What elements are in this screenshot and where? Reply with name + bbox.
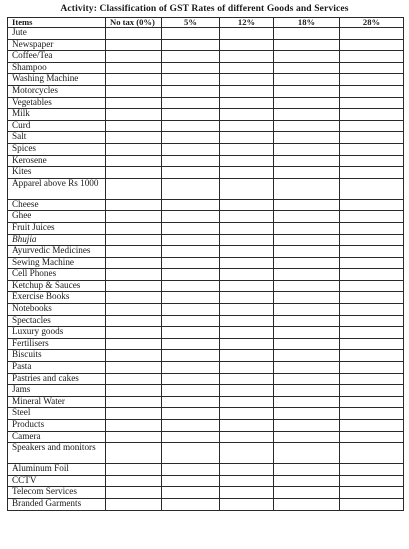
table-row [8, 257, 404, 269]
item-cell: Camera [8, 431, 106, 443]
rate-12-cell[interactable] [220, 257, 274, 269]
table-row [8, 155, 404, 167]
item-cell: Bhujia [8, 234, 106, 246]
rate-18-cell[interactable] [274, 155, 340, 167]
rate-18-cell[interactable] [274, 178, 340, 199]
rate-28-cell[interactable] [340, 362, 404, 374]
rate-28-cell[interactable] [340, 28, 404, 40]
rate-12-cell[interactable] [220, 199, 274, 211]
rate-18-cell[interactable] [274, 315, 340, 327]
no-tax-cell[interactable] [106, 408, 162, 420]
rate-28-cell[interactable] [340, 97, 404, 109]
rate-18-cell[interactable] [274, 396, 340, 408]
no-tax-cell[interactable] [106, 120, 162, 132]
rate-18-cell[interactable] [274, 373, 340, 385]
rate-12-cell[interactable] [220, 155, 274, 167]
no-tax-cell[interactable] [106, 143, 162, 155]
no-tax-cell[interactable] [106, 475, 162, 487]
rate-12-cell[interactable] [220, 420, 274, 432]
item-cell: Salt [8, 132, 106, 144]
header-no-tax: No tax (0%) [106, 18, 162, 28]
item-cell: Sewing Machine [8, 257, 106, 269]
table-row [8, 39, 404, 51]
table-row [8, 408, 404, 420]
table-row [8, 211, 404, 223]
item-cell: Pasta [8, 362, 106, 374]
rate-12-cell[interactable] [220, 475, 274, 487]
table-row [8, 85, 404, 97]
rate-28-cell[interactable] [340, 464, 404, 476]
table-row [8, 396, 404, 408]
page-title: Activity: Classification of GST Rates of different Goods and Services [60, 3, 349, 14]
table-row [8, 178, 404, 199]
header-28-percent: 28% [340, 18, 404, 28]
table-row [8, 431, 404, 443]
no-tax-cell[interactable] [106, 246, 162, 258]
rate-18-cell[interactable] [274, 97, 340, 109]
item-cell: Jams [8, 385, 106, 397]
rate-18-cell[interactable] [274, 362, 340, 374]
rate-12-cell[interactable] [220, 443, 274, 464]
item-cell: Pastries and cakes [8, 373, 106, 385]
rate-12-cell[interactable] [220, 280, 274, 292]
rate-18-cell[interactable] [274, 304, 340, 316]
table-row [8, 269, 404, 281]
rate-18-cell[interactable] [274, 292, 340, 304]
item-cell: Curd [8, 120, 106, 132]
rate-18-cell[interactable] [274, 143, 340, 155]
table-row [8, 234, 404, 246]
rate-28-cell[interactable] [340, 85, 404, 97]
rate-28-cell[interactable] [340, 155, 404, 167]
table-row [8, 143, 404, 155]
rate-5-cell[interactable] [162, 498, 220, 510]
item-cell: Products [8, 420, 106, 432]
item-cell: Exercise Books [8, 292, 106, 304]
rate-5-cell[interactable] [162, 132, 220, 144]
rate-5-cell[interactable] [162, 257, 220, 269]
table-row [8, 327, 404, 339]
no-tax-cell[interactable] [106, 269, 162, 281]
no-tax-cell[interactable] [106, 257, 162, 269]
rate-5-cell[interactable] [162, 443, 220, 464]
item-cell: Steel [8, 408, 106, 420]
rate-28-cell[interactable] [340, 143, 404, 155]
rate-5-cell[interactable] [162, 327, 220, 339]
rate-18-cell[interactable] [274, 257, 340, 269]
rate-28-cell[interactable] [340, 498, 404, 510]
no-tax-cell[interactable] [106, 132, 162, 144]
rate-5-cell[interactable] [162, 109, 220, 121]
table-header-row [8, 18, 404, 28]
rate-5-cell[interactable] [162, 487, 220, 499]
rate-18-cell[interactable] [274, 51, 340, 63]
rate-5-cell[interactable] [162, 280, 220, 292]
item-cell: Ketchup & Sauces [8, 280, 106, 292]
rate-18-cell[interactable] [274, 385, 340, 397]
item-cell: Spices [8, 143, 106, 155]
rate-12-cell[interactable] [220, 234, 274, 246]
no-tax-cell[interactable] [106, 178, 162, 199]
item-cell: Washing Machine [8, 74, 106, 86]
rate-5-cell[interactable] [162, 396, 220, 408]
rate-18-cell[interactable] [274, 167, 340, 179]
rate-12-cell[interactable] [220, 167, 274, 179]
rate-28-cell[interactable] [340, 431, 404, 443]
no-tax-cell[interactable] [106, 155, 162, 167]
rate-12-cell[interactable] [220, 74, 274, 86]
table-row [8, 315, 404, 327]
item-cell: Cheese [8, 199, 106, 211]
item-cell: Biscuits [8, 350, 106, 362]
rate-5-cell[interactable] [162, 315, 220, 327]
no-tax-cell[interactable] [106, 443, 162, 464]
table-row [8, 350, 404, 362]
header-12-percent: 12% [220, 18, 274, 28]
rate-5-cell[interactable] [162, 167, 220, 179]
no-tax-cell[interactable] [106, 338, 162, 350]
rate-28-cell[interactable] [340, 327, 404, 339]
no-tax-cell[interactable] [106, 373, 162, 385]
no-tax-cell[interactable] [106, 39, 162, 51]
no-tax-cell[interactable] [106, 222, 162, 234]
rate-18-cell[interactable] [274, 498, 340, 510]
rate-18-cell[interactable] [274, 443, 340, 464]
item-cell: Ayurvedic Medicines [8, 246, 106, 258]
rate-5-cell[interactable] [162, 62, 220, 74]
table-row [8, 385, 404, 397]
table-body [8, 28, 404, 511]
table-row [8, 475, 404, 487]
rate-28-cell[interactable] [340, 269, 404, 281]
table-row [8, 167, 404, 179]
rate-12-cell[interactable] [220, 431, 274, 443]
item-cell: Motorcycles [8, 85, 106, 97]
rate-5-cell[interactable] [162, 155, 220, 167]
no-tax-cell[interactable] [106, 385, 162, 397]
rate-12-cell[interactable] [220, 408, 274, 420]
no-tax-cell[interactable] [106, 109, 162, 121]
no-tax-cell[interactable] [106, 315, 162, 327]
item-cell: Vegetables [8, 97, 106, 109]
rate-5-cell[interactable] [162, 338, 220, 350]
rate-12-cell[interactable] [220, 498, 274, 510]
rate-12-cell[interactable] [220, 246, 274, 258]
rate-12-cell[interactable] [220, 315, 274, 327]
no-tax-cell[interactable] [106, 431, 162, 443]
rate-18-cell[interactable] [274, 475, 340, 487]
rate-28-cell[interactable] [340, 51, 404, 63]
rate-28-cell[interactable] [340, 292, 404, 304]
item-cell: Notebooks [8, 304, 106, 316]
rate-12-cell[interactable] [220, 51, 274, 63]
rate-5-cell[interactable] [162, 373, 220, 385]
item-cell: Cell Phones [8, 269, 106, 281]
no-tax-cell[interactable] [106, 350, 162, 362]
rate-12-cell[interactable] [220, 396, 274, 408]
header-5-percent: 5% [162, 18, 220, 28]
rate-18-cell[interactable] [274, 132, 340, 144]
rate-5-cell[interactable] [162, 362, 220, 374]
item-cell: CCTV [8, 475, 106, 487]
rate-5-cell[interactable] [162, 222, 220, 234]
no-tax-cell[interactable] [106, 74, 162, 86]
table-row [8, 120, 404, 132]
rate-5-cell[interactable] [162, 269, 220, 281]
table-row [8, 109, 404, 121]
gst-classification-table [7, 17, 404, 511]
rate-28-cell[interactable] [340, 315, 404, 327]
rate-28-cell[interactable] [340, 487, 404, 499]
item-cell: Newspaper [8, 39, 106, 51]
no-tax-cell[interactable] [106, 280, 162, 292]
no-tax-cell[interactable] [106, 28, 162, 40]
table-row [8, 97, 404, 109]
item-cell: Spectacles [8, 315, 106, 327]
no-tax-cell[interactable] [106, 396, 162, 408]
rate-18-cell[interactable] [274, 234, 340, 246]
rate-12-cell[interactable] [220, 62, 274, 74]
no-tax-cell[interactable] [106, 292, 162, 304]
rate-18-cell[interactable] [274, 327, 340, 339]
item-cell: Kerosene [8, 155, 106, 167]
rate-5-cell[interactable] [162, 28, 220, 40]
rate-28-cell[interactable] [340, 132, 404, 144]
rate-5-cell[interactable] [162, 120, 220, 132]
rate-28-cell[interactable] [340, 222, 404, 234]
rate-12-cell[interactable] [220, 28, 274, 40]
rate-5-cell[interactable] [162, 51, 220, 63]
rate-5-cell[interactable] [162, 350, 220, 362]
rate-18-cell[interactable] [274, 338, 340, 350]
header-18-percent: 18% [274, 18, 340, 28]
rate-12-cell[interactable] [220, 109, 274, 121]
rate-5-cell[interactable] [162, 199, 220, 211]
rate-18-cell[interactable] [274, 109, 340, 121]
rate-12-cell[interactable] [220, 464, 274, 476]
rate-5-cell[interactable] [162, 246, 220, 258]
table-row [8, 28, 404, 40]
no-tax-cell[interactable] [106, 304, 162, 316]
rate-12-cell[interactable] [220, 222, 274, 234]
table-row [8, 199, 404, 211]
rate-18-cell[interactable] [274, 420, 340, 432]
rate-18-cell[interactable] [274, 246, 340, 258]
item-cell: Kites [8, 167, 106, 179]
rate-18-cell[interactable] [274, 85, 340, 97]
rate-12-cell[interactable] [220, 373, 274, 385]
rate-18-cell[interactable] [274, 464, 340, 476]
rate-28-cell[interactable] [340, 350, 404, 362]
rate-28-cell[interactable] [340, 420, 404, 432]
rate-18-cell[interactable] [274, 350, 340, 362]
rate-5-cell[interactable] [162, 85, 220, 97]
item-cell: Fruit Juices [8, 222, 106, 234]
rate-18-cell[interactable] [274, 74, 340, 86]
no-tax-cell[interactable] [106, 85, 162, 97]
rate-28-cell[interactable] [340, 39, 404, 51]
no-tax-cell[interactable] [106, 97, 162, 109]
rate-12-cell[interactable] [220, 338, 274, 350]
rate-12-cell[interactable] [220, 143, 274, 155]
item-cell: Apparel above Rs 1000 [8, 178, 106, 199]
no-tax-cell[interactable] [106, 51, 162, 63]
no-tax-cell[interactable] [106, 211, 162, 223]
rate-12-cell[interactable] [220, 385, 274, 397]
no-tax-cell[interactable] [106, 362, 162, 374]
rate-28-cell[interactable] [340, 385, 404, 397]
no-tax-cell[interactable] [106, 62, 162, 74]
rate-28-cell[interactable] [340, 396, 404, 408]
rate-18-cell[interactable] [274, 408, 340, 420]
rate-28-cell[interactable] [340, 373, 404, 385]
table-row [8, 304, 404, 316]
rate-5-cell[interactable] [162, 385, 220, 397]
no-tax-cell[interactable] [106, 199, 162, 211]
table-row [8, 464, 404, 476]
rate-12-cell[interactable] [220, 327, 274, 339]
rate-5-cell[interactable] [162, 143, 220, 155]
rate-18-cell[interactable] [274, 431, 340, 443]
rate-5-cell[interactable] [162, 420, 220, 432]
rate-28-cell[interactable] [340, 234, 404, 246]
rate-12-cell[interactable] [220, 85, 274, 97]
table-row [8, 443, 404, 464]
rate-28-cell[interactable] [340, 167, 404, 179]
rate-28-cell[interactable] [340, 246, 404, 258]
no-tax-cell[interactable] [106, 327, 162, 339]
rate-5-cell[interactable] [162, 431, 220, 443]
table-row [8, 362, 404, 374]
rate-5-cell[interactable] [162, 234, 220, 246]
rate-12-cell[interactable] [220, 292, 274, 304]
rate-18-cell[interactable] [274, 487, 340, 499]
rate-18-cell[interactable] [274, 269, 340, 281]
rate-18-cell[interactable] [274, 280, 340, 292]
rate-28-cell[interactable] [340, 443, 404, 464]
rate-18-cell[interactable] [274, 211, 340, 223]
no-tax-cell[interactable] [106, 234, 162, 246]
rate-28-cell[interactable] [340, 304, 404, 316]
rate-12-cell[interactable] [220, 132, 274, 144]
item-cell: Shampoo [8, 62, 106, 74]
rate-5-cell[interactable] [162, 97, 220, 109]
rate-28-cell[interactable] [340, 408, 404, 420]
table-row [8, 132, 404, 144]
rate-28-cell[interactable] [340, 338, 404, 350]
rate-18-cell[interactable] [274, 222, 340, 234]
rate-5-cell[interactable] [162, 464, 220, 476]
item-cell: Branded Garments [8, 498, 106, 510]
rate-5-cell[interactable] [162, 292, 220, 304]
table-row [8, 280, 404, 292]
table-row [8, 62, 404, 74]
rate-18-cell[interactable] [274, 39, 340, 51]
no-tax-cell[interactable] [106, 464, 162, 476]
rate-12-cell[interactable] [220, 97, 274, 109]
rate-12-cell[interactable] [220, 120, 274, 132]
table-row [8, 487, 404, 499]
rate-5-cell[interactable] [162, 178, 220, 199]
item-cell: Luxury goods [8, 327, 106, 339]
table-row [8, 292, 404, 304]
rate-5-cell[interactable] [162, 475, 220, 487]
item-cell: Telecom Services [8, 487, 106, 499]
rate-28-cell[interactable] [340, 178, 404, 199]
rate-5-cell[interactable] [162, 39, 220, 51]
rate-28-cell[interactable] [340, 257, 404, 269]
item-cell: Jute [8, 28, 106, 40]
no-tax-cell[interactable] [106, 167, 162, 179]
table-row [8, 498, 404, 510]
rate-18-cell[interactable] [274, 28, 340, 40]
item-cell: Milk [8, 109, 106, 121]
no-tax-cell[interactable] [106, 487, 162, 499]
rate-18-cell[interactable] [274, 199, 340, 211]
rate-28-cell[interactable] [340, 74, 404, 86]
rate-5-cell[interactable] [162, 74, 220, 86]
item-cell: Fertilisers [8, 338, 106, 350]
item-cell: Speakers and monitors [8, 443, 106, 464]
rate-12-cell[interactable] [220, 39, 274, 51]
rate-28-cell[interactable] [340, 109, 404, 121]
rate-12-cell[interactable] [220, 350, 274, 362]
rate-28-cell[interactable] [340, 120, 404, 132]
table-row [8, 420, 404, 432]
rate-18-cell[interactable] [274, 62, 340, 74]
table-row [8, 246, 404, 258]
table-row [8, 51, 404, 63]
rate-18-cell[interactable] [274, 120, 340, 132]
item-cell: Mineral Water [8, 396, 106, 408]
rate-5-cell[interactable] [162, 304, 220, 316]
rate-5-cell[interactable] [162, 211, 220, 223]
rate-28-cell[interactable] [340, 211, 404, 223]
table-row [8, 74, 404, 86]
no-tax-cell[interactable] [106, 498, 162, 510]
table-row [8, 373, 404, 385]
table-row [8, 222, 404, 234]
header-items: Items [8, 18, 106, 28]
rate-12-cell[interactable] [220, 304, 274, 316]
rate-12-cell[interactable] [220, 269, 274, 281]
item-cell: Ghee [8, 211, 106, 223]
rate-28-cell[interactable] [340, 475, 404, 487]
rate-12-cell[interactable] [220, 487, 274, 499]
table-row [8, 338, 404, 350]
rate-12-cell[interactable] [220, 211, 274, 223]
rate-28-cell[interactable] [340, 199, 404, 211]
rate-5-cell[interactable] [162, 408, 220, 420]
rate-28-cell[interactable] [340, 280, 404, 292]
no-tax-cell[interactable] [106, 420, 162, 432]
item-cell: Coffee/Tea [8, 51, 106, 63]
item-cell: Aluminum Foil [8, 464, 106, 476]
rate-12-cell[interactable] [220, 178, 274, 199]
rate-28-cell[interactable] [340, 62, 404, 74]
rate-12-cell[interactable] [220, 362, 274, 374]
